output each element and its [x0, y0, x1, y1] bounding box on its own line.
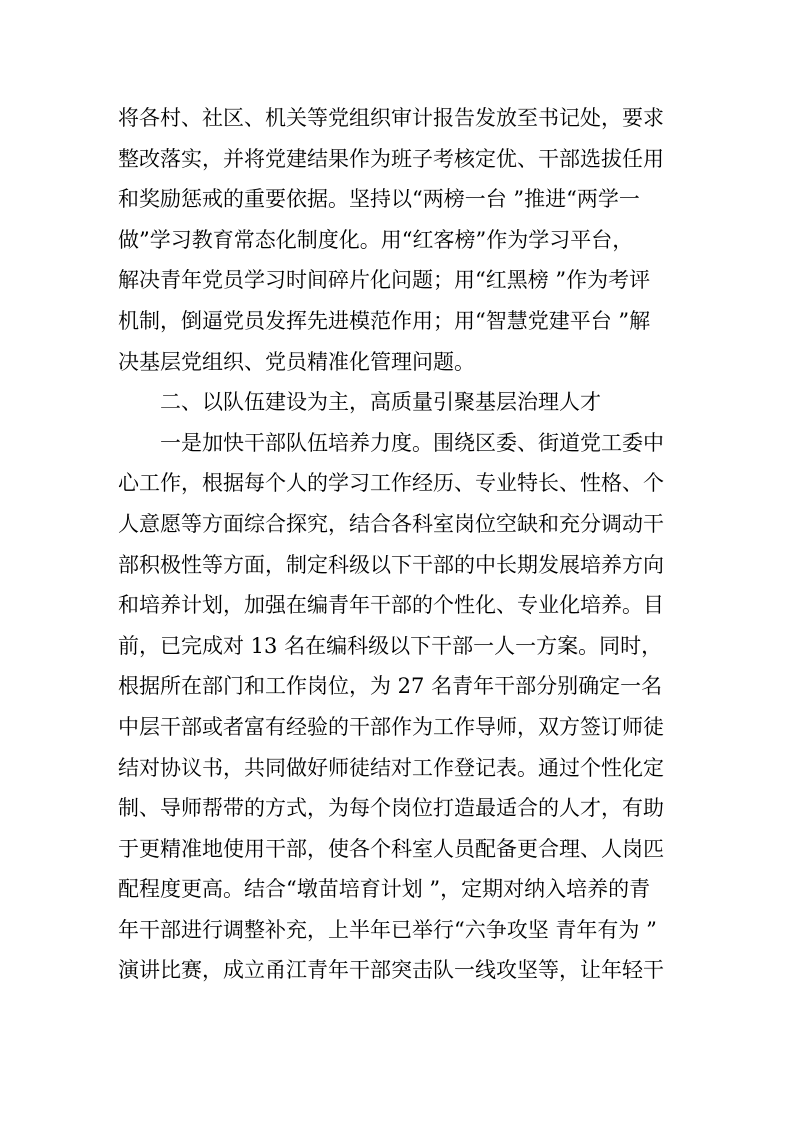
- text-line: 人意愿等方面综合探究，结合各科室岗位空缺和充分调动干: [118, 511, 664, 536]
- text-line: 解决青年党员学习时间碎片化问题；用“红黑榜 ”作为考评: [118, 268, 651, 293]
- text-line: 部积极性等方面，制定科级以下干部的中长期发展培养方向: [118, 552, 664, 577]
- text-line: 心工作，根据每个人的学习工作经历、专业特长、性格、个: [118, 471, 664, 496]
- text-line: 和奖励惩戒的重要依据。坚持以“两榜一台 ”推进“两学一: [118, 187, 640, 212]
- text-line: 年干部进行调整补充，上半年已举行“六争攻坚 青年有为 ”: [118, 917, 657, 942]
- text-line: 做”学习教育常态化制度化。用“红客榜”作为学习平台，: [118, 227, 634, 252]
- document-body: [118, 98, 690, 991]
- text-line: 前，已完成对 13 名在编科级以下干部一人一方案。同时，: [118, 633, 663, 658]
- text-line: 机制，倒逼党员发挥先进模范作用；用“智慧党建平台 ”解: [118, 308, 651, 333]
- text-line: 根据所在部门和工作岗位，为 27 名青年干部分别确定一名: [118, 674, 663, 699]
- text-line: 中层干部或者富有经验的干部作为工作导师，双方签订师徒: [118, 714, 664, 739]
- section-heading: 二、以队伍建设为主，高质量引聚基层治理人才: [160, 390, 601, 415]
- text-line: 整改落实，并将党建结果作为班子考核定优、干部选拔任用: [118, 146, 664, 171]
- text-line: 和培养计划，加强在编青年干部的个性化、专业化培养。目: [118, 593, 664, 618]
- text-line: 于更精准地使用干部，使各个科室人员配备更合理、人岗匹: [118, 836, 664, 861]
- paragraph-first-line: 一是加快干部队伍培养力度。围绕区委、街道党工委中: [160, 430, 664, 455]
- text-line: 演讲比赛，成立甬江青年干部突击队一线攻坚等，让年轻干: [118, 958, 664, 983]
- text-line: 配程度更高。结合“墩苗培育计划 ”，定期对纳入培养的青: [118, 877, 651, 902]
- text-line: 决基层党组织、党员精准化管理问题。: [118, 349, 475, 374]
- text-line: 将各村、社区、机关等党组织审计报告发放至书记处，要求: [118, 106, 664, 130]
- text-line: 结对协议书，共同做好师徒结对工作登记表。通过个性化定: [118, 755, 664, 780]
- text-line: 制、导师帮带的方式，为每个岗位打造最适合的人才，有助: [118, 796, 664, 821]
